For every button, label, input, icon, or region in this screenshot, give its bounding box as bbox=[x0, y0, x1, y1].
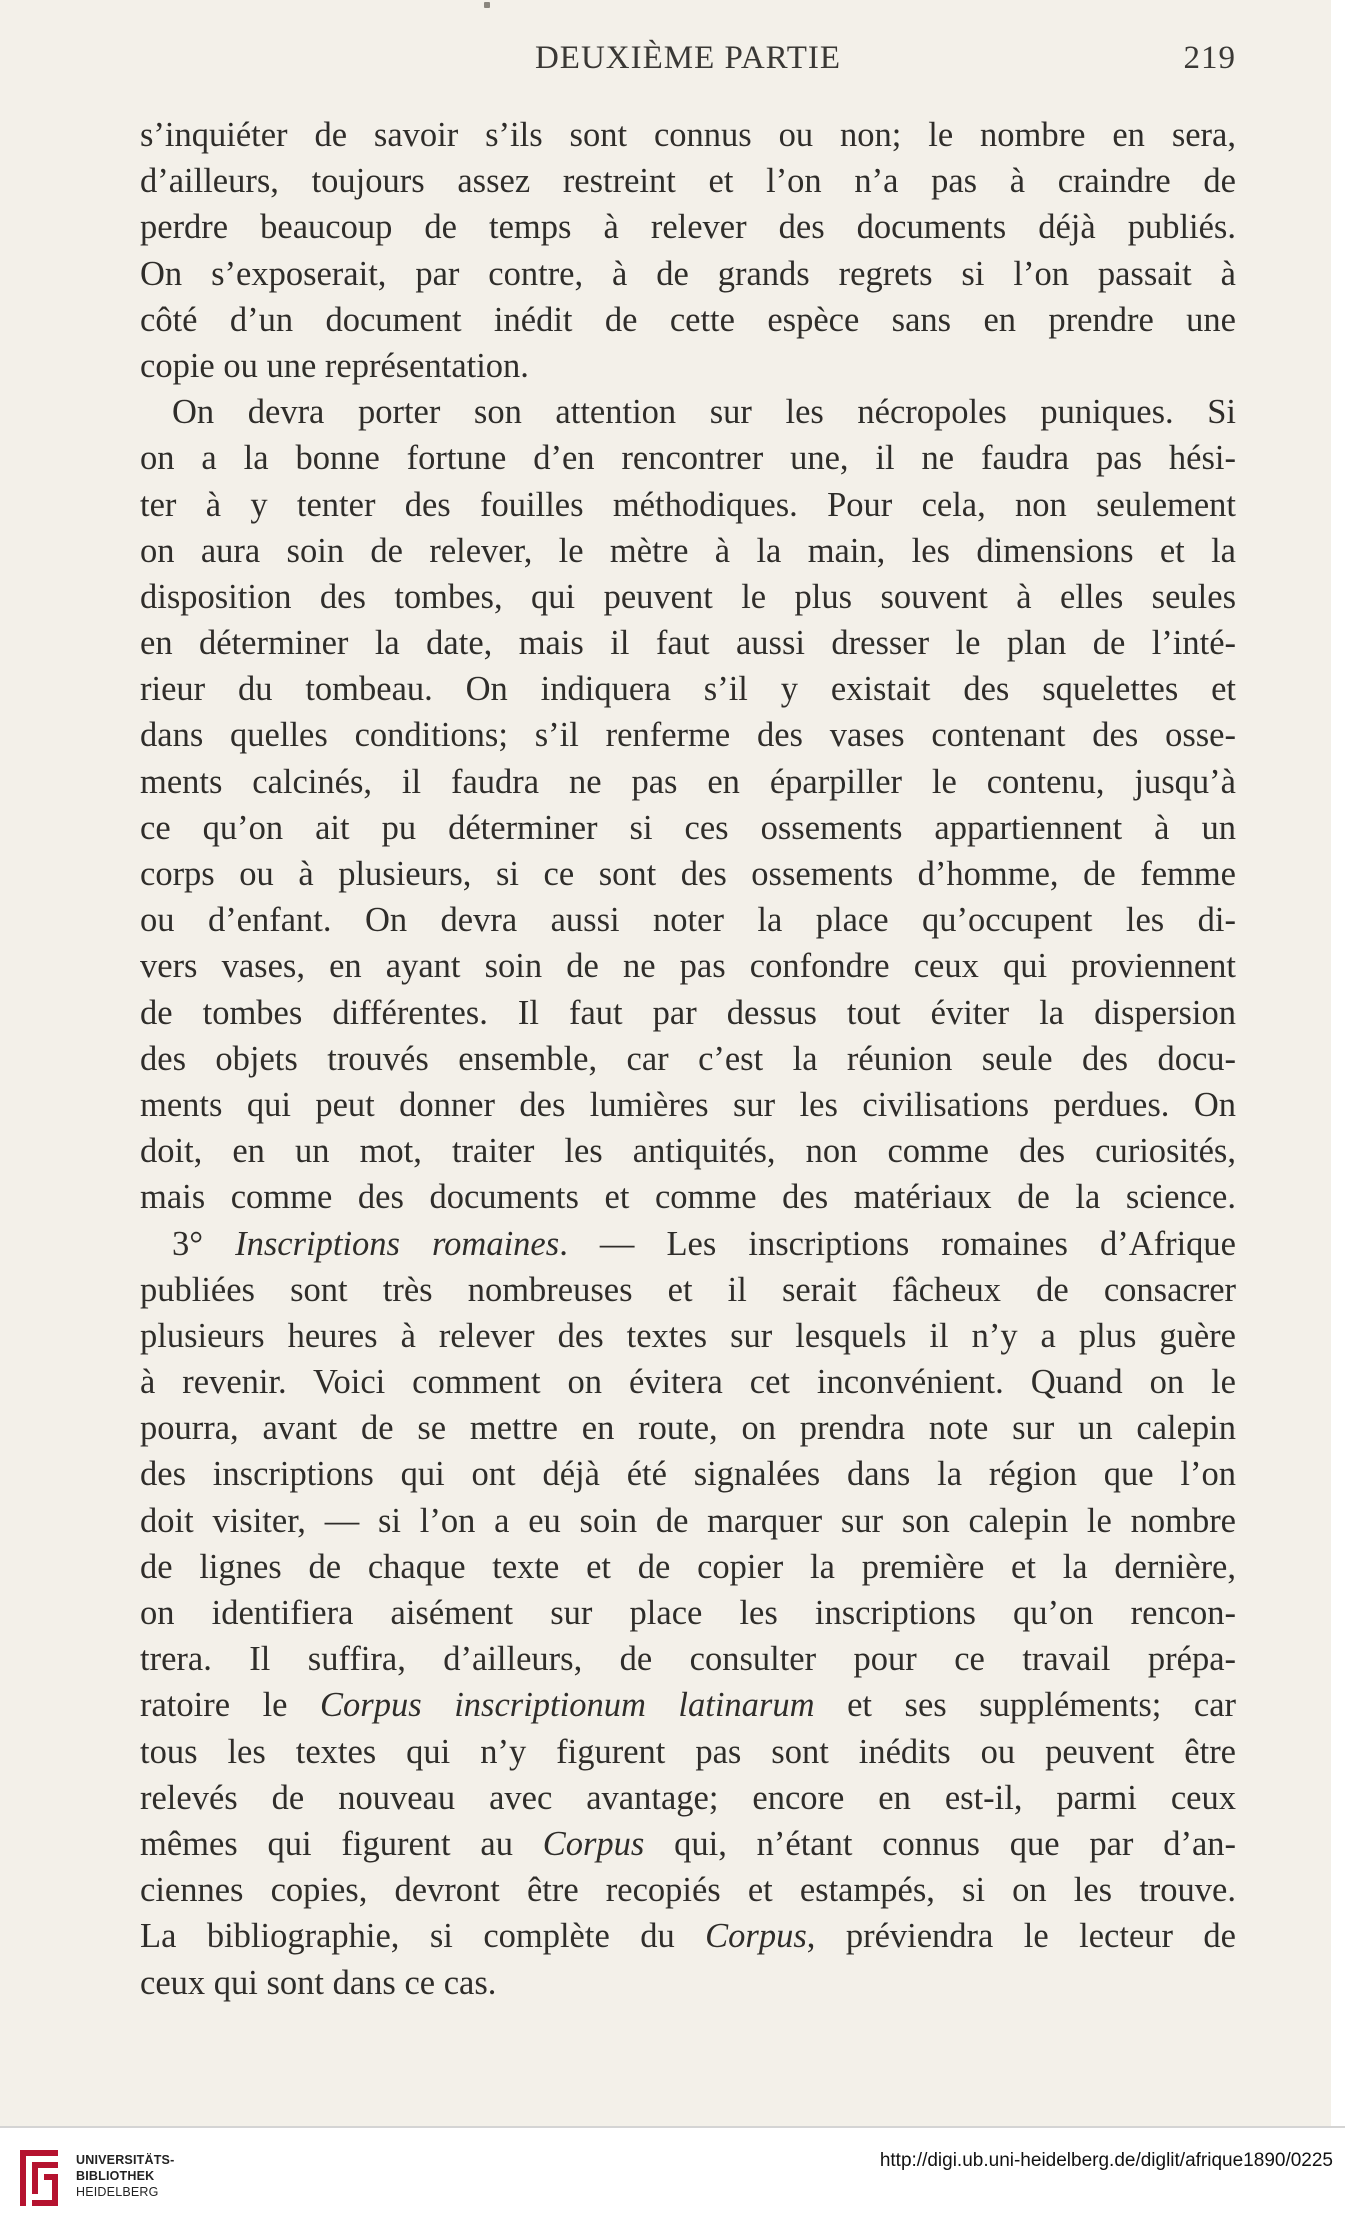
text-line: des objets trouvés ensemble, car c’est la réunion seule des docu- bbox=[140, 1039, 1236, 1078]
text-line: copie ou une représentation. bbox=[140, 346, 529, 385]
body-text bbox=[140, 112, 1236, 2006]
text-line: pourra, avant de se mettre en route, on prendra note sur un calepin bbox=[140, 1409, 1236, 1448]
text-line: trera. Il suffira, d’ailleurs, de consulter pour ce travail prépa- bbox=[140, 1640, 1236, 1679]
italic-title: Corpus inscriptionum latinarum bbox=[320, 1686, 815, 1725]
scan-mark bbox=[484, 2, 490, 8]
text-line bbox=[140, 1913, 1236, 1959]
running-title: DEUXIÈME PARTIE bbox=[534, 40, 842, 76]
italic-title: Corpus bbox=[705, 1917, 807, 1956]
page-number: 219 bbox=[1183, 40, 1236, 76]
text-line: rieur du tombeau. On indiquera s’il y existait des squelettes et bbox=[140, 670, 1236, 709]
text-line: ments calcinés, il faudra ne pas en éparpiller le contenu, jusqu’à bbox=[140, 762, 1236, 801]
text-line: corps ou à plusieurs, si ce sont des ossements d’homme, de femme bbox=[140, 855, 1236, 893]
text-line: relevés de nouveau avec avantage; encore en est-il, parmi ceux bbox=[140, 1778, 1236, 1817]
text-line: on identifiera aisément sur place les inscriptions qu’on rencon- bbox=[140, 1594, 1236, 1632]
ub-heidelberg-logo-icon[interactable] bbox=[14, 2148, 64, 2210]
source-url-link[interactable]: http://digi.ub.uni-heidelberg.de/diglit/afrique1890/0225 bbox=[879, 2150, 1333, 2171]
text-line: de lignes de chaque texte et de copier la première et la dernière, bbox=[140, 1547, 1236, 1586]
library-name-line: UNIVERSITÄTS- bbox=[76, 2153, 175, 2167]
running-head bbox=[140, 40, 1236, 80]
text-line: ments qui peut donner des lumières sur les civilisations perdues. On bbox=[140, 1085, 1236, 1124]
section-heading-line bbox=[140, 1221, 1236, 1267]
text-line: vers vases, en ayant soin de ne pas confondre ceux qui proviennent bbox=[140, 947, 1236, 986]
text-line: doit visiter, — si l’on a eu soin de marquer sur son calepin le nombre bbox=[140, 1501, 1236, 1540]
text-line: On devra porter son attention sur les nécropoles puniques. Si bbox=[172, 393, 1236, 432]
text-line: ciennes copies, devront être recopiés et estampés, si on les trouve. bbox=[140, 1871, 1236, 1910]
text-line: dans quelles conditions; s’il renferme des vases contenant des osse- bbox=[140, 716, 1236, 755]
text-line: ter à y tenter des fouilles méthodiques. Pour cela, non seulement bbox=[140, 485, 1236, 524]
text-fragment: qui, n’étant connus que par d’an- bbox=[644, 1824, 1236, 1863]
section-number: 3° bbox=[172, 1224, 236, 1263]
italic-title: Corpus bbox=[542, 1824, 645, 1863]
text-line: tous les textes qui n’y figurent pas sont inédits ou peuvent être bbox=[140, 1732, 1236, 1771]
text-line bbox=[140, 1682, 1236, 1728]
text-line: ceux qui sont dans ce cas. bbox=[140, 1963, 497, 2002]
library-name bbox=[76, 2152, 174, 2200]
library-name-line: BIBLIOTHEK bbox=[76, 2169, 155, 2183]
text-line: des inscriptions qui ont déjà été signalées dans la région que l’on bbox=[140, 1455, 1236, 1494]
text-line: plusieurs heures à relever des textes sur lesquels il n’y a plus guère bbox=[140, 1316, 1236, 1355]
text-line: On s’exposerait, par contre, à de grands regrets si l’on passait à bbox=[140, 254, 1236, 293]
page-edge bbox=[1331, 0, 1345, 2126]
text-line: publiées sont très nombreuses et il serait fâcheux de consacrer bbox=[140, 1270, 1236, 1309]
section-title: Inscriptions romaines bbox=[235, 1224, 560, 1263]
text-line: on aura soin de relever, le mètre à la main, les dimensions et la bbox=[140, 531, 1236, 570]
text-line: doit, en un mot, traiter les antiquités, non comme des curiosités, bbox=[140, 1132, 1236, 1171]
text-line: disposition des tombes, qui peuvent le plus souvent à elles seules bbox=[140, 577, 1236, 616]
text-line: s’inquiéter de savoir s’ils sont connus ou non; le nombre en sera, bbox=[140, 116, 1236, 154]
text-line: ce qu’on ait pu déterminer si ces ossements appartiennent à un bbox=[140, 808, 1236, 847]
text-line: ou d’enfant. On devra aussi noter la place qu’occupent les di- bbox=[140, 901, 1236, 940]
text-line: côté d’un document inédit de cette espèce sans en prendre une bbox=[140, 300, 1236, 339]
text-line: de tombes différentes. Il faut par dessus tout éviter la dispersion bbox=[140, 993, 1236, 1032]
text-line: en déterminer la date, mais il faut aussi dresser le plan de l’inté- bbox=[140, 624, 1236, 663]
text-fragment: mêmes qui figurent au bbox=[140, 1824, 543, 1863]
text-fragment: La bibliographie, si complète du bbox=[140, 1917, 706, 1956]
text-line: perdre beaucoup de temps à relever des documents déjà publiés. bbox=[140, 208, 1236, 247]
text-fragment: . — Les inscriptions romaines d’Afrique bbox=[559, 1224, 1236, 1263]
library-name-line: HEIDELBERG bbox=[76, 2185, 159, 2199]
text-line: à revenir. Voici comment on évitera cet inconvénient. Quand on le bbox=[140, 1363, 1236, 1402]
text-fragment: et ses suppléments; car bbox=[814, 1686, 1236, 1725]
text-line: on a la bonne fortune d’en rencontrer une, il ne faudra pas hési- bbox=[140, 439, 1236, 478]
text-fragment: ratoire le bbox=[140, 1686, 321, 1725]
text-line: mais comme des documents et comme des matériaux de la science. bbox=[140, 1178, 1236, 1217]
footer bbox=[0, 2126, 1345, 2222]
text-line bbox=[140, 1821, 1236, 1867]
text-line: d’ailleurs, toujours assez restreint et l’on n’a pas à craindre de bbox=[140, 162, 1236, 201]
text-fragment: , préviendra le lecteur de bbox=[806, 1917, 1236, 1956]
